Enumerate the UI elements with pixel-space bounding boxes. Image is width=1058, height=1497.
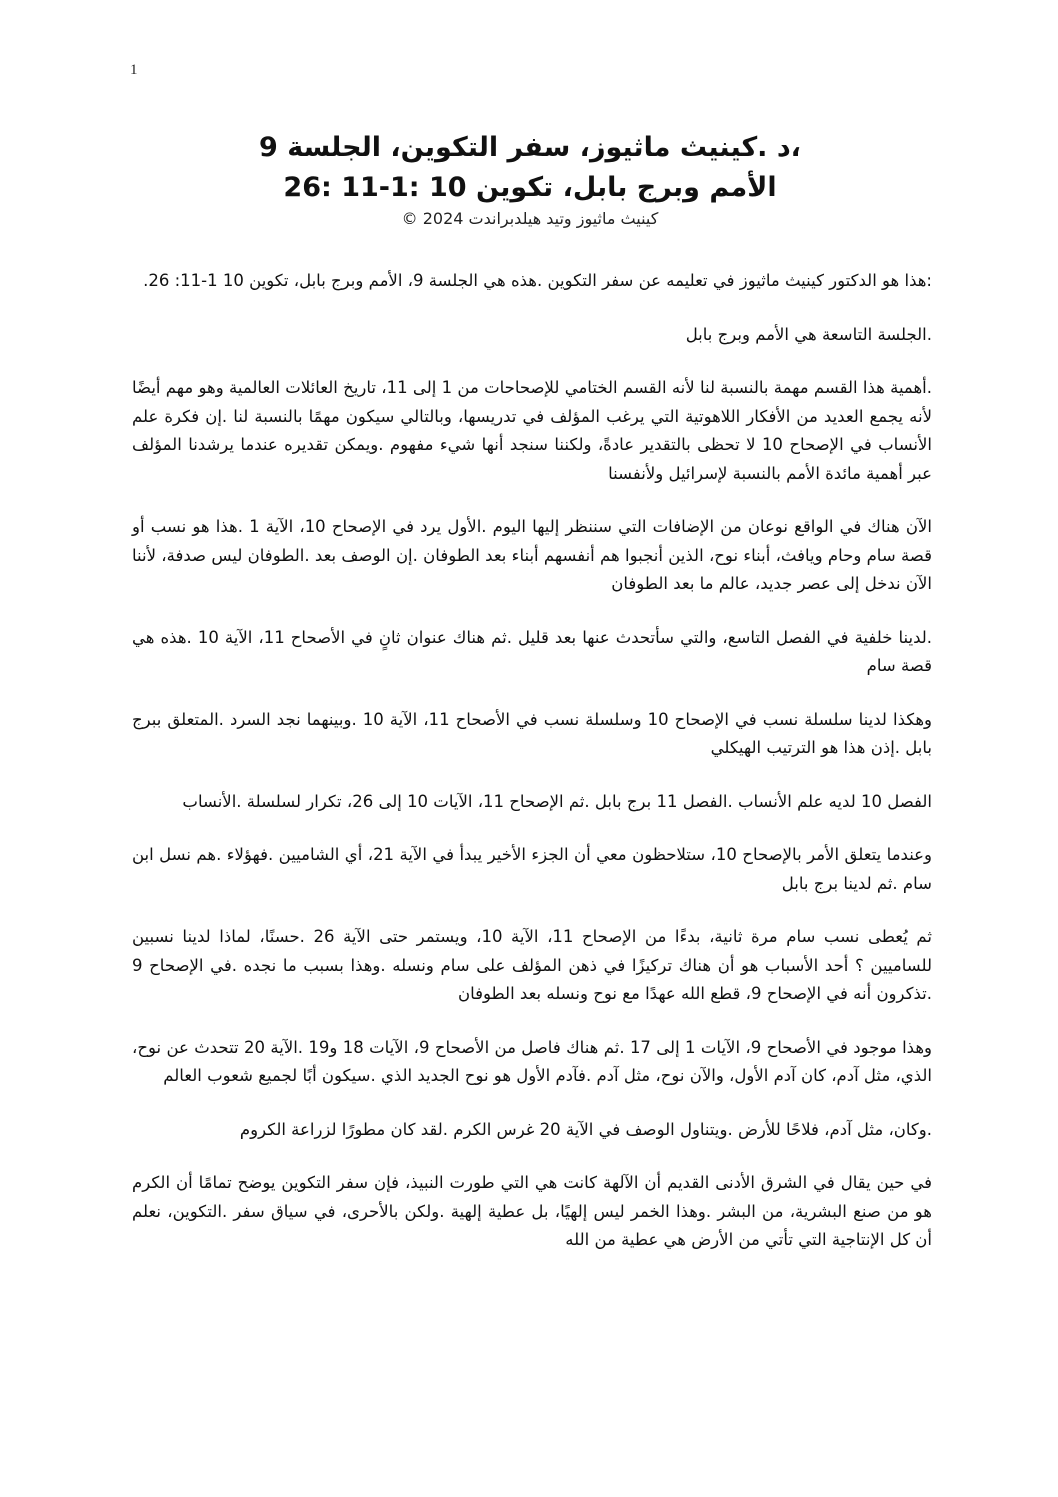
page-number: 1 bbox=[130, 62, 138, 78]
paragraph: وهذا موجود في الأصحاح 9، الآيات 1 إلى 17 .ثم هناك فاصل من الأصحاح 9، الآيات 18 و19 .الآية 20 تتحدث عن نوح، الذي، مثل آدم، كان آدم الأول، والآن نوح، مثل آدم .فآدم الأول هو نوح الجديد الذي .سيكون أبًا لجميع شعوب العالم bbox=[132, 1037, 933, 1085]
paragraph: في حين يقال في الشرق الأدنى القديم أن الآلهة كانت هي التي طورت النبيذ، فإن سفر التكوين يوضح تمامًا أن الكرم هو من صنع البشرية، من البشر .وهذا الخمر ليس إلهيًا، بل عطية إلهية .ولكن بالأحرى، في سياق سفر .التكوين، نعلم أن كل الإنتاجية التي تأتي من الأرض هي عطية من الله bbox=[132, 1173, 932, 1249]
paragraph: الآن هناك في الواقع نوعان من الإضافات التي سننظر إليها اليوم .الأول يرد في الإصحاح 10، الآية 1 .هذا هو نسب أو قصة سام وحام ويافث، أبناء نوح، الذين أنجبوا هم أنفسهم أبناء بعد الطوفان .إن الوصف بعد .الطوفان ليس صدفة، لأننا الآن ندخل إلى عصر جديد، عالم ما بعد الطوفان bbox=[132, 517, 932, 593]
paragraph: :هذا هو الدكتور كينيث ماثيوز في تعليمه عن سفر التكوين .هذه هي الجلسة 9، الأمم وبرج بابل، تكوين 10 1-11: 26. bbox=[143, 271, 932, 290]
paragraph: .الجلسة التاسعة هي الأمم وبرج بابل bbox=[685, 324, 932, 344]
paragraph: وهكذا لدينا سلسلة نسب في الإصحاح 10 وسلسلة نسب في الأصحاح 11، الآية 10 .وبينهما نجد السرد .المتعلق ببرج بابل .إذن هذا هو الترتيب الهيكلي bbox=[132, 709, 933, 757]
paragraph: وعندما يتعلق الأمر بالإصحاح 10، ستلاحظون معي أن الجزء الأخير يبدأ في الآية 21، أي الشاميين .فهؤلاء .هم نسل ابن سام .ثم لدينا برج بابل bbox=[132, 845, 932, 893]
title-line-2: الأمم وبرج بابل، تكوين 10 :1-11 :26 bbox=[283, 172, 777, 203]
paragraph: .لدينا خلفية في الفصل التاسع، والتي سأتحدث عنها بعد قليل .ثم هناك عنوان ثانٍ في الأصحاح 11، الآية 10 .هذه هي قصة سام bbox=[132, 627, 932, 675]
title-line-1: ،د .كينيث ماثيوز، سفر التكوين، الجلسة 9 bbox=[259, 132, 801, 163]
copyright-notice: كينيث ماثيوز وتيد هيلدبراندت 2024 © bbox=[401, 209, 659, 228]
paragraph: .أهمية هذا القسم مهمة بالنسبة لنا لأنه القسم الختامي للإصحاحات من 1 إلى 11، تاريخ العائلات العالمية وهو مهم أيضًا لأنه يجمع العديد من الأفكار اللاهوتية التي يرغب المؤلف في تدريسها، وبالتالي سيكون مهمًا بالنسبة لنا .إن فكرة علم الأنساب في الإصحاح 10 لا تحظى بالتقدير عادةً، ولكننا سنجد أنها شيء مفهوم .ويمكن تقديره عندما يرشدنا المؤلف عبر أهمية مائدة الأمم بالنسبة لإسرائيل ولأنفسنا bbox=[132, 378, 932, 483]
paragraph: ثم يُعطى نسب سام مرة ثانية، بدءًا من الإصحاح 11، الآية 10، ويستمر حتى الآية 26 .حسنًا، لماذا لدينا نسبين للساميين ؟ أحد الأسباب هو أن هناك تركيزًا في ذهن المؤلف على سام ونسله .وهذا بسبب ما نجده .في الإصحاح 9 .تذكرون أنه في الإصحاح 9، قطع الله عهدًا مع نوح ونسله بعد الطوفان bbox=[132, 927, 932, 1003]
paragraph: الفصل 10 لديه علم الأنساب .الفصل 11 برج بابل .ثم الإصحاح 11، الآيات 10 إلى 26، تكرار لسلسلة .الأنساب bbox=[182, 791, 932, 811]
document-body bbox=[132, 267, 932, 1280]
paragraph: .وكان، مثل آدم، فلاحًا للأرض .ويتناول الوصف في الآية 20 غرس الكرم .لقد كان مطورًا لزراعة الكروم bbox=[239, 1119, 932, 1139]
document-header bbox=[140, 128, 920, 230]
